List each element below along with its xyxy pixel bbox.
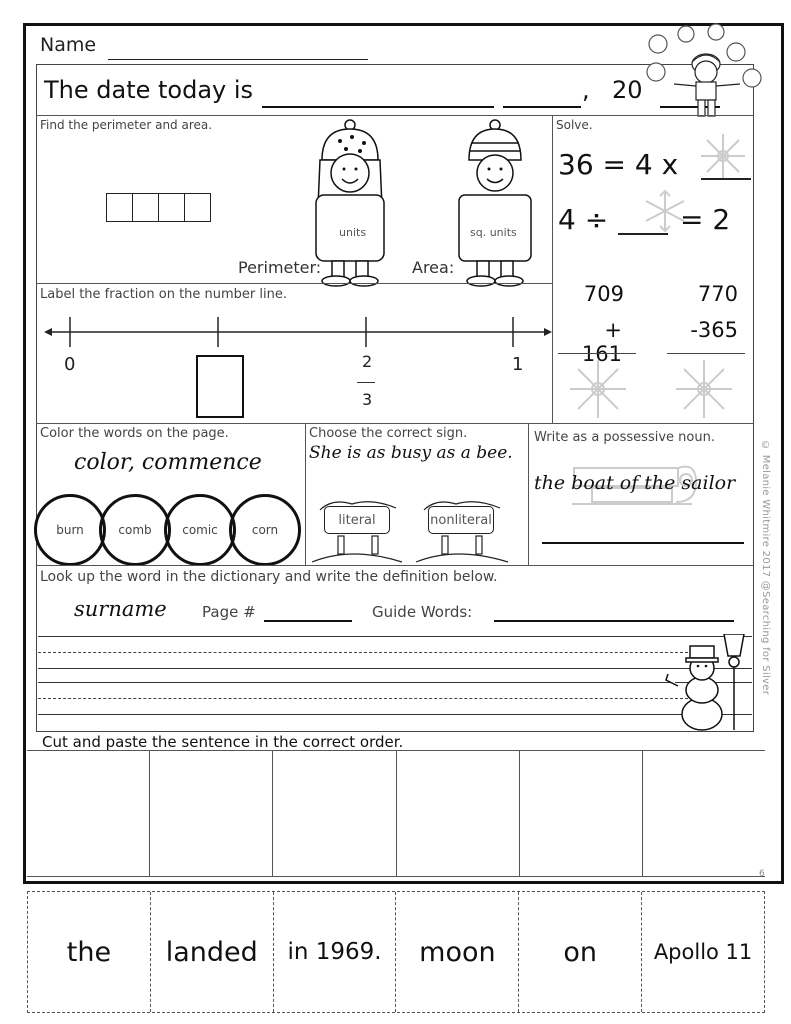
definition-line-1-mid (38, 652, 688, 653)
divider (552, 115, 553, 423)
addition-top: 709 (583, 282, 624, 306)
word-card-the[interactable]: the (66, 936, 112, 968)
date-comma: , (582, 76, 590, 104)
equation-2-answer-line[interactable] (618, 233, 668, 235)
equation-1: 36 = 4 x (558, 148, 679, 181)
equation-2-right: = 2 (680, 203, 731, 236)
word-cut-strips (27, 891, 765, 1013)
word-circle-burn[interactable]: burn (34, 494, 106, 566)
paste-slot-3[interactable] (272, 751, 395, 876)
subtraction-bottom: -365 (690, 318, 738, 342)
correct-sign-prompt: Choose the correct sign. (309, 426, 468, 441)
word-circle-corn[interactable]: corn (229, 494, 301, 566)
perimeter-prompt: Find the perimeter and area. (40, 118, 213, 132)
number-line-end: 1 (512, 354, 524, 375)
fraction-bar (357, 382, 375, 383)
snowy-sign-posts-icon (312, 496, 527, 564)
number-line-prompt: Label the fraction on the number line. (40, 287, 287, 302)
date-day-line[interactable] (503, 106, 581, 108)
correct-sign-sentence: She is as busy as a bee. (309, 443, 513, 463)
fraction-numerator: 2 (362, 352, 373, 371)
divider (305, 423, 306, 565)
name-input-line[interactable] (108, 59, 368, 60)
word-card-in-1969[interactable]: in 1969. (273, 892, 396, 1012)
grid-square (184, 193, 211, 222)
divider (36, 283, 552, 284)
snowflake-icon (672, 358, 736, 420)
date-year-prefix: 20 (612, 76, 643, 104)
grid-square (106, 193, 133, 222)
equation-1-answer-line[interactable] (701, 178, 751, 180)
juggling-kid-icon (636, 22, 762, 122)
paste-slots-grid (27, 750, 765, 877)
word-card-moon[interactable]: moon (395, 892, 518, 1012)
divider (528, 423, 529, 565)
date-label: The date today is (44, 76, 254, 104)
sign-literal[interactable]: literal (324, 506, 390, 534)
guide-words-input-line[interactable] (494, 620, 734, 622)
perimeter-unit-label: units (339, 226, 367, 239)
addition-answer-line (558, 353, 636, 354)
paste-slot-6[interactable] (642, 751, 765, 876)
possessive-answer-line[interactable] (542, 542, 744, 544)
divider (36, 423, 754, 424)
definition-line-2-base[interactable] (38, 714, 752, 715)
subtraction-answer-line (667, 353, 745, 354)
grid-square (132, 193, 159, 222)
word-card-on[interactable]: on (518, 892, 641, 1012)
snowflake-icon (697, 132, 749, 180)
fraction-denominator: 3 (362, 390, 373, 409)
paste-slot-4[interactable] (396, 751, 519, 876)
paste-slot-1[interactable] (27, 751, 149, 876)
snowflake-icon (566, 358, 630, 420)
page-number-label: Page # (202, 603, 256, 621)
definition-line-2-mid (38, 698, 688, 699)
name-label: Name (40, 34, 97, 56)
dictionary-prompt: Look up the word in the dictionary and write the definition below. (40, 569, 498, 585)
perimeter-label: Perimeter: (238, 258, 322, 277)
definition-line-1-base[interactable] (38, 668, 752, 669)
word-circle-comic[interactable]: comic (164, 494, 236, 566)
definition-line-1-top[interactable] (38, 636, 752, 637)
color-words-prompt: Color the words on the page. (40, 426, 229, 441)
page-number: 6 (759, 869, 765, 879)
subtraction-top: 770 (697, 282, 738, 306)
word-card-apollo-11[interactable]: Apollo 11 (641, 892, 764, 1012)
area-unit-label: sq. units (470, 226, 517, 239)
page-number-input-line[interactable] (264, 620, 352, 622)
number-line-start: 0 (64, 354, 76, 375)
divider (36, 115, 754, 116)
word-circle-comb[interactable]: comb (99, 494, 171, 566)
sign-nonliteral[interactable]: nonliteral (428, 506, 494, 534)
paste-slot-5[interactable] (519, 751, 642, 876)
girl-holding-sign-icon (310, 115, 390, 287)
grid-square (158, 193, 185, 222)
possessive-phrase: the boat of the sailor (534, 472, 736, 494)
cut-paste-prompt: Cut and paste the sentence in the correct order. (42, 733, 404, 751)
equation-2-left: 4 ÷ (558, 203, 609, 236)
color-words-guide: color, commence (74, 450, 262, 475)
perimeter-grid-shape (107, 193, 211, 222)
solve-prompt: Solve. (556, 118, 593, 132)
addition-bottom: + 161 (581, 318, 622, 366)
paste-slot-2[interactable] (149, 751, 272, 876)
divider (36, 565, 754, 566)
dictionary-word: surname (74, 597, 167, 621)
possessive-prompt: Write as a possessive noun. (534, 430, 715, 445)
fraction-answer-box[interactable] (196, 355, 244, 418)
number-line (44, 315, 552, 355)
copyright-text: © Melanie Whitmire 2017 @Searching for Silver (760, 440, 771, 696)
guide-words-label: Guide Words: (372, 603, 473, 621)
area-label: Area: (412, 258, 455, 277)
snowman-with-broom-icon (664, 634, 754, 732)
word-card-landed[interactable]: landed (150, 892, 273, 1012)
definition-line-2-top[interactable] (38, 682, 752, 683)
date-month-day-line[interactable] (262, 106, 494, 108)
boy-holding-sign-icon (455, 115, 535, 287)
